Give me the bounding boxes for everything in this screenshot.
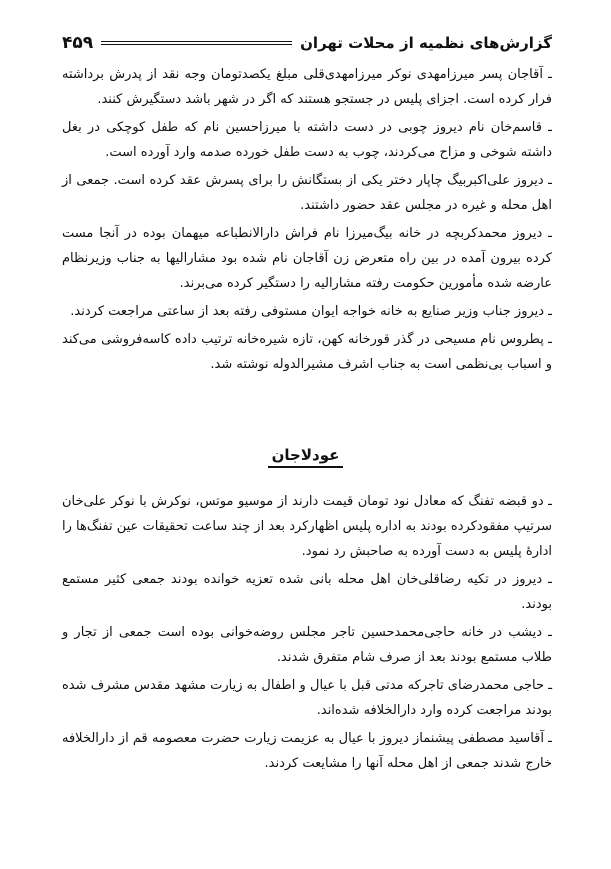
running-header <box>62 28 552 58</box>
paragraph: ـ آقاجان پسر میرزامهدی نوکر میرزامهدی‌قلی مبلغ یکصدتومان وجه نقد از پدرش برداشته فرار کرده است. اجزای پلیس در جستجو هستند که اگر در شهر باشد دستگیرش کنند. <box>62 67 552 107</box>
paragraph: ـ قاسم‌خان نام دیروز چوبی در دست داشته با میرزاحسین نام که طفل کوچکی در بغل داشته شوخی و مزاح می‌کردند، چوب به دست طفل خورده صدمه وارد آورده است. <box>62 120 552 160</box>
header-title: گزارش‌های نظمیه از محلات تهران <box>300 34 552 52</box>
paragraph: ـ پطروس نام مسیحی در گذر قورخانه کهن، تازه شیره‌خانه ترتیب داده کاسه‌فروشی می‌کند و اسباب بی‌نظمی است به جناب اشرف مشیرالدوله نوشته شد. <box>62 332 552 372</box>
paragraph: ـ دیشب در خانه حاجی‌محمدحسین تاجر مجلس روضه‌خوانی بوده است جمعی از تجار و طلاب مستمع بودند بعد از صرف شام متفرق شدند. <box>62 625 552 665</box>
paragraph: ـ دیروز جناب وزیر صنایع به خانه خواجه ایوان مستوفی رفته بعد از ساعتی مراجعت کردند. <box>70 304 552 319</box>
section-heading <box>0 446 611 464</box>
section-2-body <box>62 489 552 779</box>
paragraph: ـ حاجی محمدرضای تاجرکه مدتی قبل با عیال و اطفال به زیارت مشهد مقدس مشرف شده بودند مراجعت کرده وارد دارالخلافه شده‌اند. <box>62 678 552 718</box>
section-1-body <box>62 62 552 380</box>
paragraph: ـ دو قبضه تفنگ که معادل نود تومان قیمت دارند از موسیو موتس، نوکرش با نوکر علی‌خان سرتیپ مفقودکرده بودند به اداره پلیس اظهارکرد بعد از چند ساعت تحقیقات عین تفنگ‌ها را ادارهٔ پلیس به دست آورده به صاحبش رد نمود. <box>62 494 552 559</box>
paragraph: ـ دیروز در تکیه رضاقلی‌خان اهل محله بانی شده تعزیه خوانده بودند جمعی کثیر مستمع بودند. <box>62 572 552 612</box>
paragraph: ـ آقاسید مصطفی پیشنماز دیروز با عیال به عزیمت زیارت حضرت معصومه قم از دارالخلافه خارج شدند جمعی از اهل محله آنها را مشایعت کردند. <box>62 731 552 771</box>
page-number: ۴۵۹ <box>62 33 94 53</box>
header-rule <box>101 41 292 45</box>
section-heading-text: عودلاجان <box>268 446 344 468</box>
paragraph: ـ دیروز محمدکربچه در خانه بیگ‌میرزا نام فراش دارالانطباعه میهمان بوده در آنجا مست کرده بیرون آمده در بین راه متعرض زن آقاجان نام شده بود مشارالیها به جناب وزیرنظام عارضه شده مأمورین حکومت رفته مشارالیه را دستگیر کرده می‌برند. <box>62 226 552 291</box>
paragraph: ـ دیروز علی‌اکبربیگ چاپار دختر یکی از بستگانش را برای پسرش عقد کرده است. جمعی از اهل محله و غیره در مجلس عقد حضور داشتند. <box>62 173 552 213</box>
